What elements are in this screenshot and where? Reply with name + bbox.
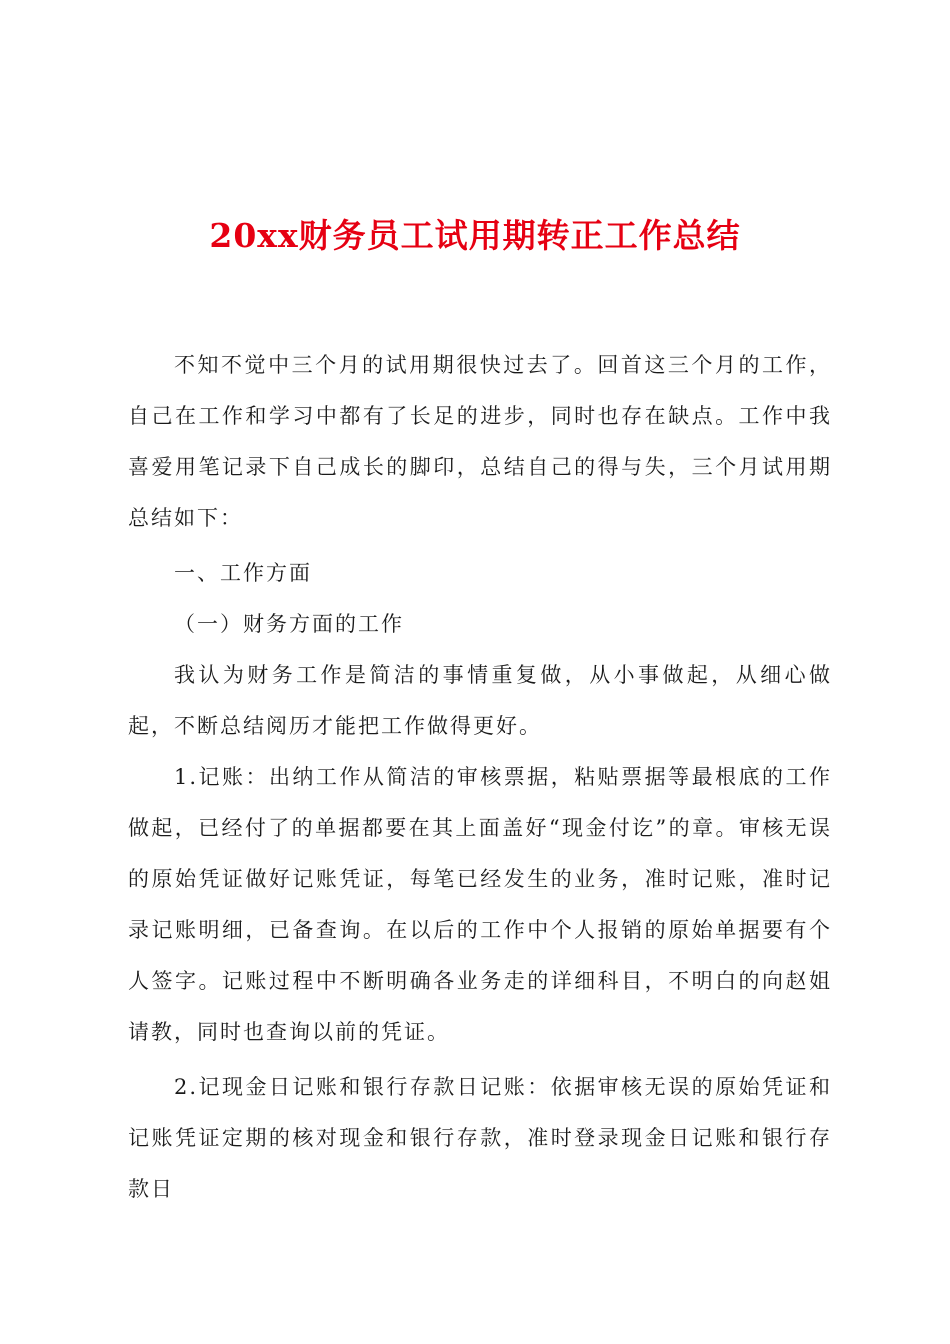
document-body (128, 340, 832, 1215)
subheading-finance-work: （一）财务方面的工作 (174, 612, 404, 636)
paragraph-bookkeeping: 1.记账：出纳工作从简洁的审核票据，粘贴票据等最根底的工作做起，已经付了的单据都要在其上面盖好“现金付讫”的章。审核无误的原始凭证做好记账凭证，每笔已经发生的业务，准时记账，准时记录记账明细，已备查询。在以后的工作中个人报销的原始单据要有个人签字。记账过程中不断明确各业务走的详细科目，不明白的向赵姐请教，同时也查询以前的凭证。 (128, 765, 832, 1044)
heading-work-aspect: 一、工作方面 (174, 561, 312, 585)
paragraph-cash-journal: 2.记现金日记账和银行存款日记账：依据审核无误的原始凭证和记账凭证定期的核对现金和银行存款，准时登录现金日记账和银行存款日 (128, 1075, 832, 1201)
paragraph-intro: 不知不觉中三个月的试用期很快过去了。回首这三个月的工作，自己在工作和学习中都有了长足的进步，同时也存在缺点。工作中我喜爱用笔记录下自己成长的脚印，总结自己的得与失，三个月试用期总结如下： (128, 353, 832, 530)
document-title: 20xx财务员工试用期转正工作总结 (209, 216, 741, 255)
paragraph-finance-view: 我认为财务工作是简洁的事情重复做，从小事做起，从细心做起，不断总结阅历才能把工作做得更好。 (128, 663, 832, 738)
